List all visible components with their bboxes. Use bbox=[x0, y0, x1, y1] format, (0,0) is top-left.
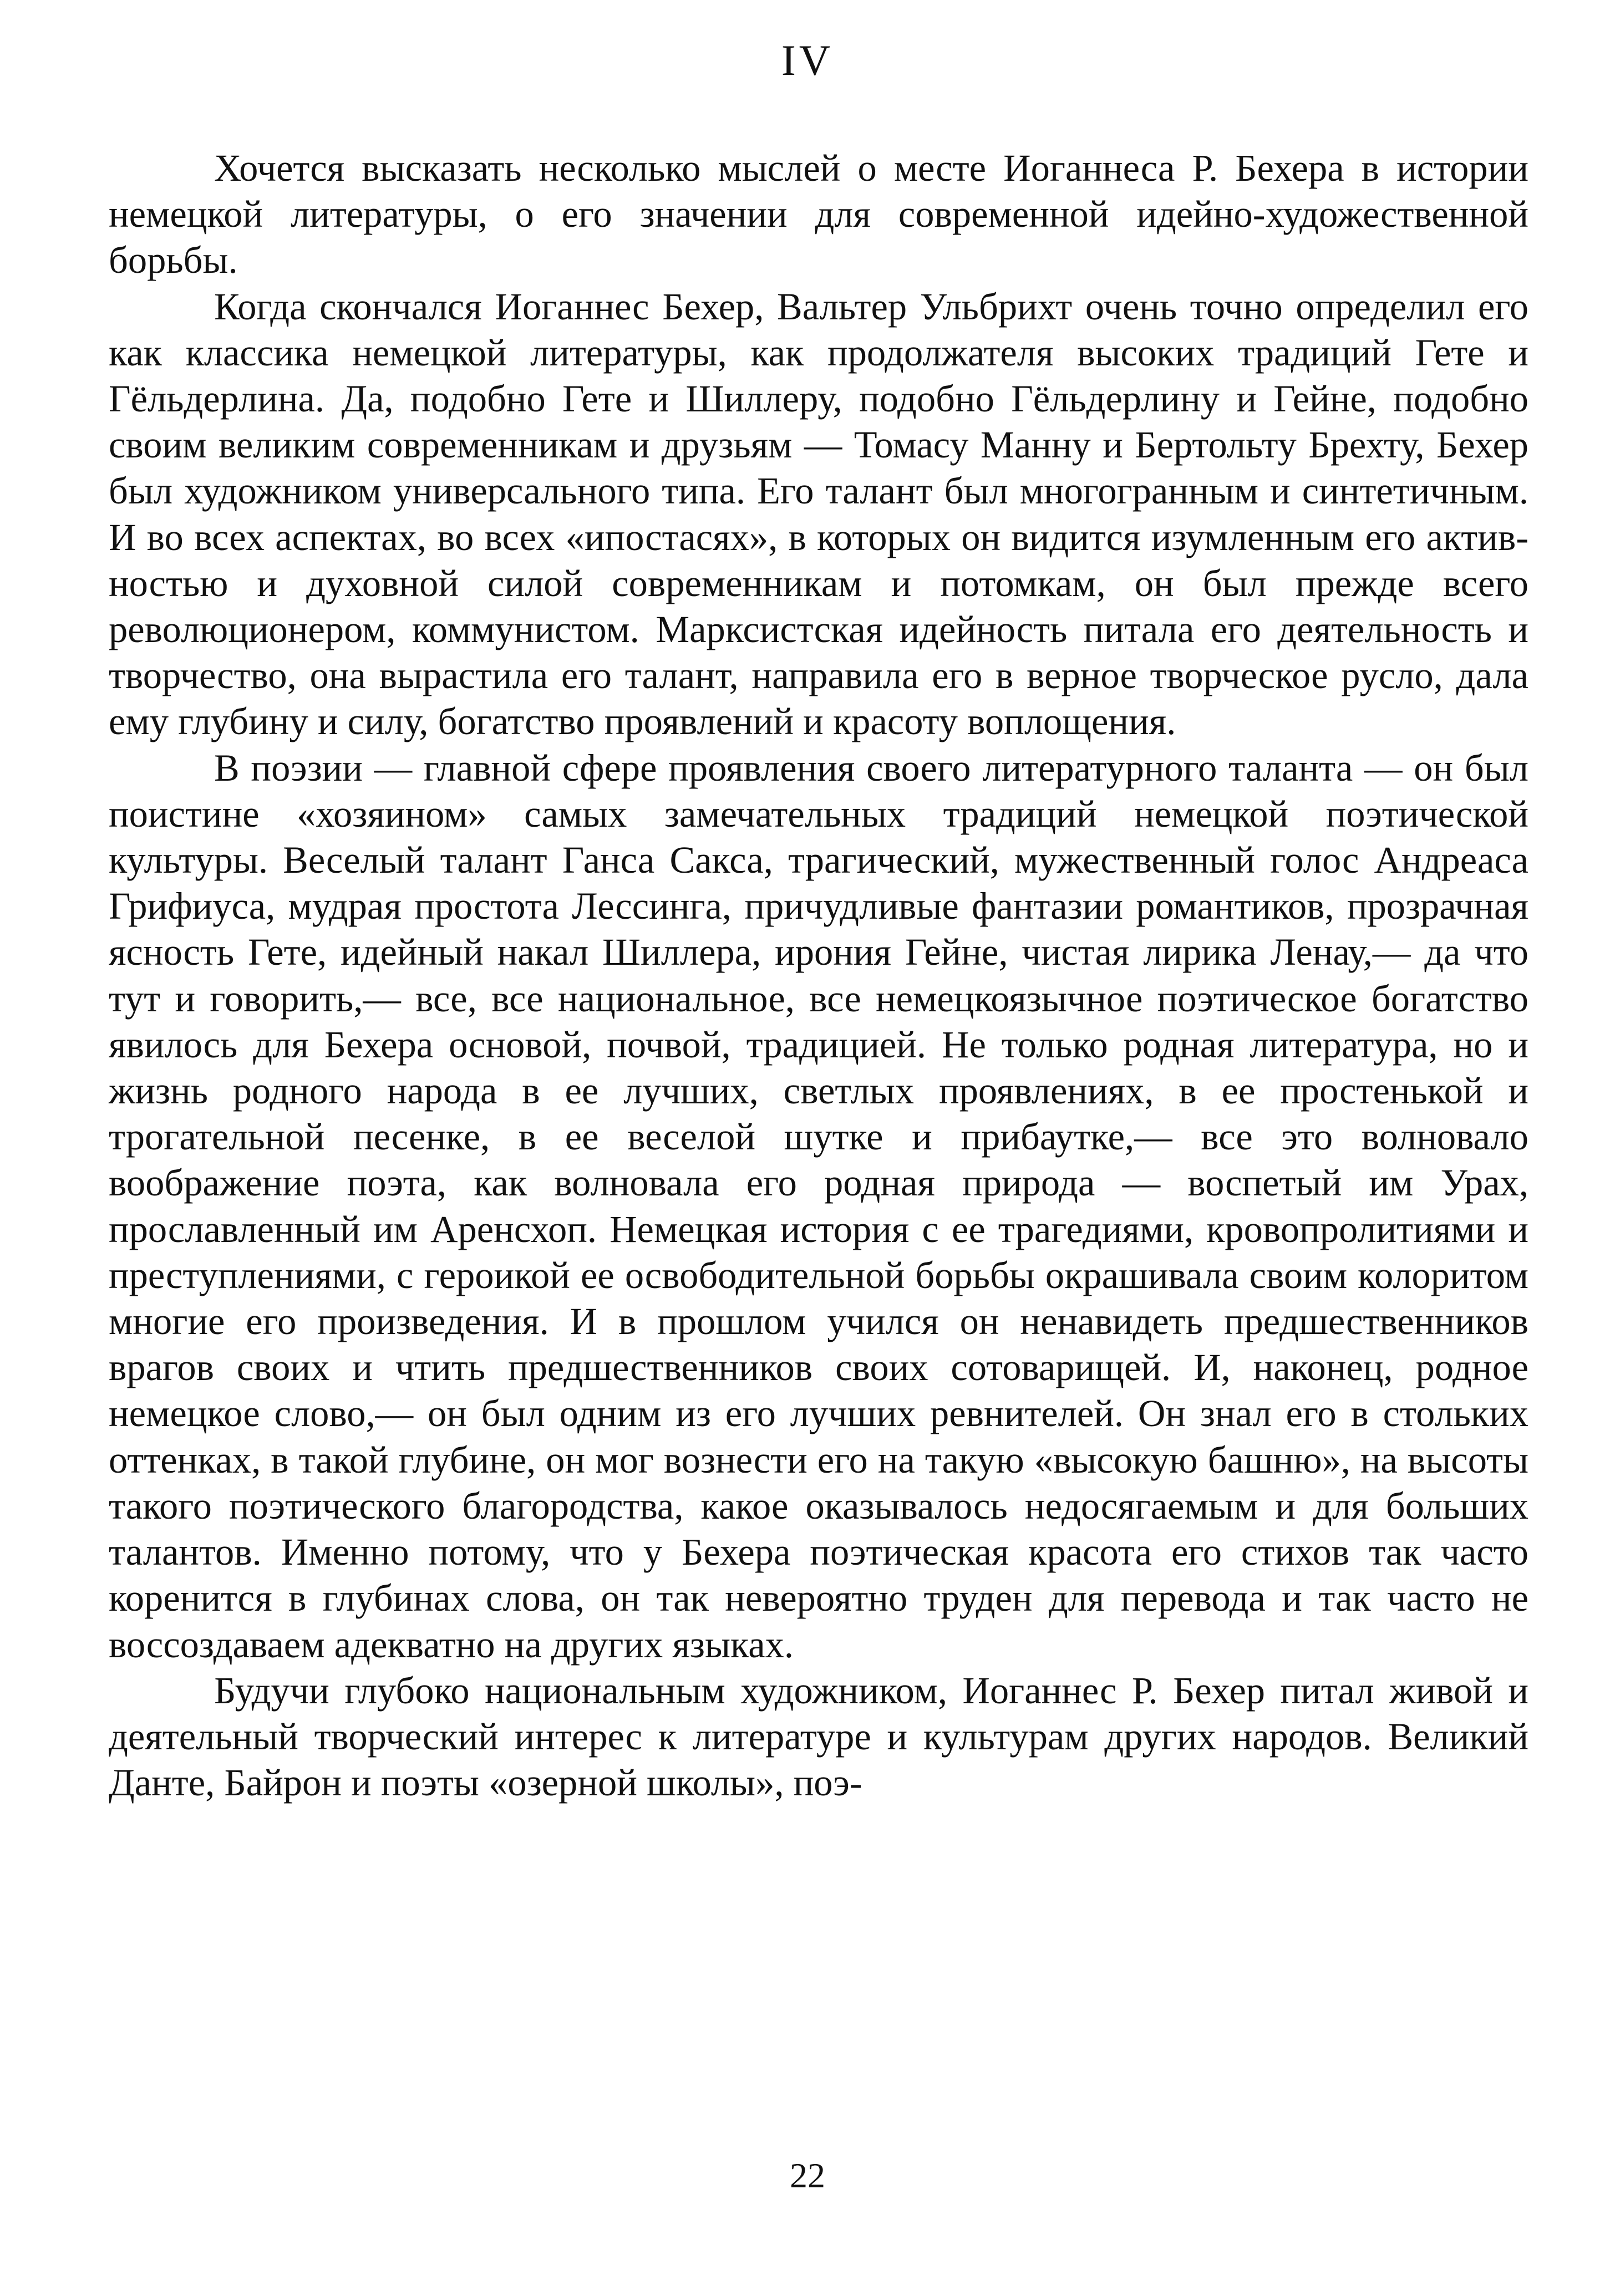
paragraph-2: Когда скончался Иоганнес Бехер, Вальтер Ульбрихт очень точно определил его как классика немецкой литературы, как продолжателя высоких традиций Гете и Гёльдерлина. Да, подобно Гете и Шиллеру, подобно Гёльдерлину и Гейне, подобно своим великим современникам и друзьям — Томасу Манну и Бертольту Брехту, Бехер был художником универсального типа. Его талант был многогранным и синтетичным. И во всех аспектах, во всех «ипостасях», в которых он видится изумленным его активностью и духовной силой современникам и потомкам, он был прежде всего революционером, коммунистом. Марксистская идейность питала его деятельность и творчество, она вырастила его талант, направила его в верное творческое русло, дала ему глубину и силу, богатство проявлений и красоту воплощения. bbox=[109, 285, 1528, 743]
paragraph-4: Будучи глубоко национальным художником, Иоганнес Р. Бехер питал живой и деятельный творческий интерес к литературе и культурам других народов. Великий Данте, Байрон и поэты «озерной школы», поэ- bbox=[109, 1669, 1528, 1804]
page-number: 22 bbox=[790, 2156, 825, 2195]
section-number: IV bbox=[781, 36, 834, 84]
paragraph-1: Хочется высказать несколько мыслей о месте Иоганнеса Р. Бехера в истории немецкой литературы, о его значении для современной идейно-художественной борьбы. bbox=[109, 147, 1528, 282]
body-text bbox=[109, 145, 1528, 1806]
paragraph-3: В поэзии — главной сфере проявления своего литературного таланта — он был поистине «хозяином» самых замечательных традиций немецкой поэтической культуры. Веселый талант Ганса Сакса, трагический, мужественный голос Андреаса Грифиуса, мудрая простота Лессинга, причудливые фантазии романтиков, прозрачная ясность Гете, идейный накал Шиллера, ирония Гейне, чистая лирика Ленау,— да что тут и говорить,— все, все национальное, все немецкоязычное поэтическое богатство явилось для Бехера основой, почвой, традицией. Не только родная литература, но и жизнь родного народа в ее лучших, светлых проявлениях, в ее простенькой и трогательной песенке, в ее веселой шутке и прибаутке,— все это волновало воображение поэта, как волновала его родная природа — воспетый им Урах, прославленный им Аренсхоп. Немецкая история с ее трагедиями, кровопролитиями и преступлениями, с героикой ее освободительной борьбы окрашивала своим колоритом многие его произведения. И в прошлом учился он ненавидеть предшественников врагов своих и чтить предшественников своих сотоварищей. И, наконец, родное немецкое слово,— он был одним из его лучших ревнителей. Он знал его в стольких оттенках, в такой глубине, он мог вознести его на такую «высокую башню», на высоты такого поэтического благородства, какое оказывалось недосягаемым и для больших талантов. Именно потому, что у Бехера поэтическая красота его стихов так часто коренится в глубинах слова, он так невероятно труден для перевода и так часто не воссоздаваем адекватно на других языках. bbox=[109, 746, 1528, 1666]
